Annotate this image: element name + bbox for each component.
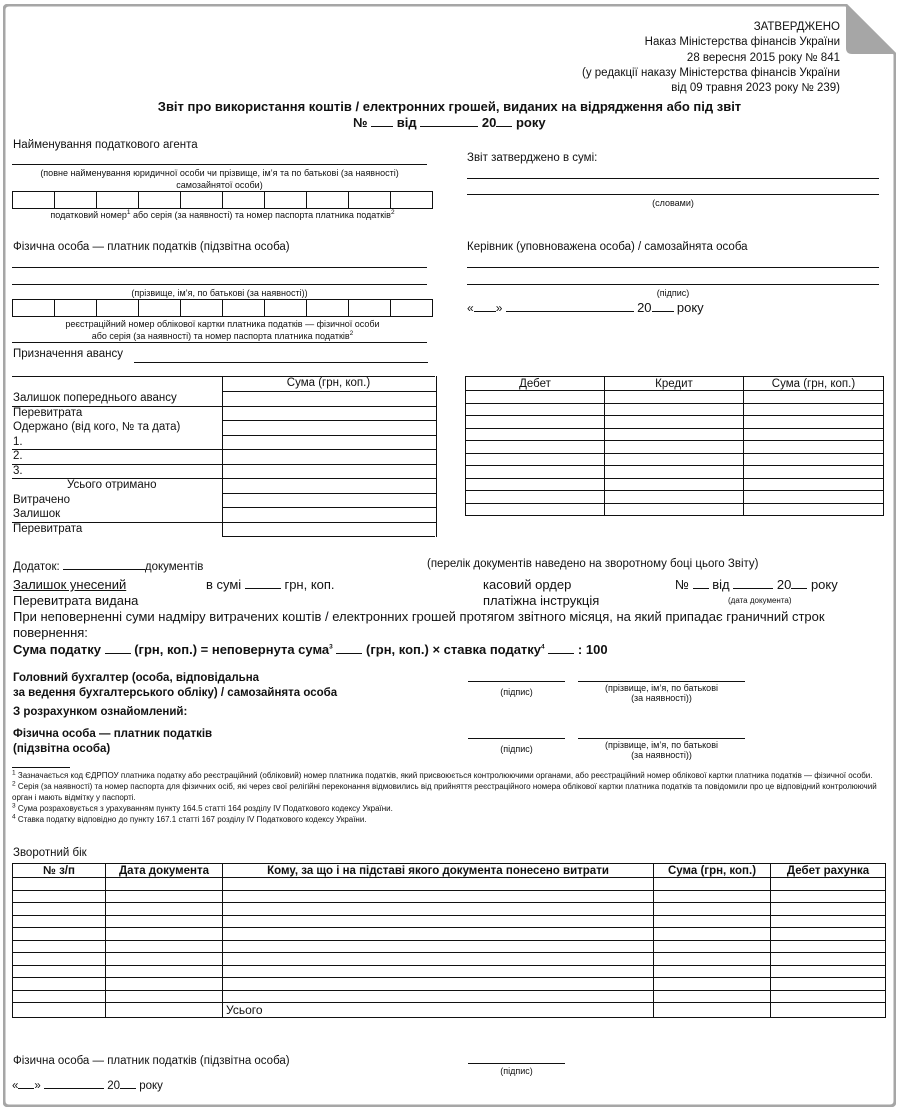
digit-cell[interactable] <box>55 300 97 317</box>
attachment-count-field[interactable] <box>63 558 145 570</box>
individual-name-field-2[interactable] <box>12 284 427 285</box>
debit-cell[interactable] <box>466 391 605 404</box>
credit-cell[interactable] <box>605 466 744 479</box>
advance-purpose-label: Призначення авансу <box>13 348 123 360</box>
col-date-header: Дата документа <box>106 864 223 878</box>
sum-cell[interactable] <box>744 466 884 479</box>
credit-cell[interactable] <box>605 391 744 404</box>
advance-sum-header: Сума (грн, коп.) <box>286 377 371 389</box>
debit-cell[interactable] <box>771 915 886 928</box>
advance-row-label: 3. <box>13 464 23 477</box>
accounting-row <box>466 428 884 441</box>
approved-sum-field-2[interactable] <box>467 194 879 195</box>
sum-cell[interactable] <box>744 428 884 441</box>
individual-signature-label: Фізична особа — платник податків (підзвітна особа) <box>13 728 213 755</box>
credit-header: Кредит <box>605 377 744 391</box>
manager-year-field[interactable] <box>652 300 674 312</box>
footnote-mark: 4 <box>12 813 16 821</box>
row-divider <box>12 464 222 465</box>
accounting-row <box>466 491 884 504</box>
footnote <box>12 781 884 803</box>
reg-number-caption: реєстраційний номер облікової картки платника податків — фізичної особи або серія (за наявності) та номер паспорта платника податків$^2$ <box>65 319 380 341</box>
back-date-line: « » 20 року <box>12 1077 163 1092</box>
doc-number-field[interactable] <box>693 577 709 589</box>
tax-formula: Сума податку (грн, коп.) = неповернута сума$^3$ (грн, коп.) × ставка податку$^4$ : 100 <box>13 642 608 657</box>
manager-month-field[interactable] <box>506 300 634 312</box>
description-cell[interactable] <box>223 940 654 953</box>
sum-header: Сума (грн, коп.) <box>744 377 884 391</box>
footnote <box>12 770 884 781</box>
date-cell[interactable] <box>106 940 223 953</box>
digit-cell[interactable] <box>223 300 265 317</box>
debit-cell[interactable] <box>771 940 886 953</box>
debit-cell[interactable] <box>466 466 605 479</box>
divider <box>12 342 427 343</box>
individual-label: Фізична особа — платник податків (підзвітна особа) <box>13 241 290 253</box>
agent-label: Найменування податкового агента <box>13 139 198 151</box>
description-cell[interactable] <box>223 978 654 991</box>
accounting-row <box>466 453 884 466</box>
debit-cell[interactable] <box>466 453 605 466</box>
doc-number-date-line: № від 20 року <box>675 577 838 592</box>
chief-accountant-name-field[interactable] <box>578 681 745 682</box>
number-cell[interactable] <box>13 928 106 941</box>
report-number-line: № від 20 року <box>353 115 546 130</box>
back-signature-caption: (підпис) <box>500 1066 533 1076</box>
manager-field-1[interactable] <box>467 267 879 268</box>
digit-cell[interactable] <box>349 300 391 317</box>
acquainted-label: З розрахунком ознайомлений: <box>13 706 188 718</box>
credit-cell[interactable] <box>605 428 744 441</box>
debit-header: Дебет <box>466 377 605 391</box>
manager-day-field[interactable] <box>474 300 496 312</box>
payment-instruction-label: платіжна інструкція <box>483 593 600 608</box>
remainder-deposited-label: Залишок унесений <box>13 577 127 592</box>
credit-cell[interactable] <box>605 491 744 504</box>
debit-cell[interactable] <box>771 878 886 891</box>
advance-sum-cell[interactable] <box>222 391 437 407</box>
page-title: Звіт про використання коштів / електронних грошей, виданих на відрядження або під звіт <box>157 99 742 114</box>
sum-cell[interactable] <box>654 990 771 1003</box>
sum-cell[interactable] <box>654 978 771 991</box>
advance-row-label: Залишок попереднього авансу <box>13 392 177 404</box>
description-cell[interactable] <box>223 878 654 891</box>
approved-sum-label: Звіт затверджено в сумі: <box>467 152 598 164</box>
report-number-field[interactable] <box>371 115 393 127</box>
approval-edition: (у редакції наказу Міністерства фінансів України <box>582 66 840 79</box>
col-description-header: Кому, за що і на підставі якого документа понесено витрати <box>223 864 654 878</box>
credit-cell[interactable] <box>605 503 744 516</box>
number-cell[interactable] <box>13 953 106 966</box>
accounting-row <box>466 403 884 416</box>
manager-signature-field[interactable] <box>467 284 879 285</box>
footnote <box>12 803 884 814</box>
footnote-mark: 1 <box>12 769 16 777</box>
expense-row <box>13 953 886 966</box>
expense-row <box>13 940 886 953</box>
in-sum-line: в сумі грн, коп. <box>206 577 335 592</box>
individual-name-field-1[interactable] <box>12 267 427 268</box>
back-individual-label: Фізична особа — платник податків (підзвітна особа) <box>13 1055 290 1067</box>
credit-cell[interactable] <box>605 403 744 416</box>
advance-row-label: Усього отримано <box>67 479 157 491</box>
debit-cell[interactable] <box>466 428 605 441</box>
digit-cell[interactable] <box>349 192 391 209</box>
description-cell[interactable] <box>223 915 654 928</box>
overspend-issued-label: Перевитрата видана <box>13 593 139 608</box>
individual-caption: (прізвище, ім’я, по батькові (за наявності)) <box>131 288 308 298</box>
sum-cell[interactable] <box>744 391 884 404</box>
name-caption: (прізвище, ім’я, по батькові (за наявності)) <box>605 683 718 703</box>
number-cell[interactable] <box>13 940 106 953</box>
digit-cell[interactable] <box>97 192 139 209</box>
expense-row <box>13 878 886 891</box>
accounting-row <box>466 391 884 404</box>
description-cell[interactable] <box>223 903 654 916</box>
digit-cell[interactable] <box>391 192 433 209</box>
sum-cell[interactable] <box>744 403 884 416</box>
advance-row-label: 1. <box>13 435 23 448</box>
manager-signature-caption: (підпис) <box>656 288 690 298</box>
footnote-divider <box>12 767 70 768</box>
tax-sum-field[interactable] <box>105 642 131 654</box>
debit-cell[interactable] <box>466 403 605 416</box>
advance-sum-cell[interactable] <box>222 449 437 465</box>
sum-cell[interactable] <box>654 928 771 941</box>
advance-sum-cell[interactable] <box>222 420 437 436</box>
debit-cell[interactable] <box>771 978 886 991</box>
approval-order: Наказ Міністерства фінансів України <box>644 36 840 49</box>
date-cell[interactable] <box>106 965 223 978</box>
agent-caption: (повне найменування юридичної особи чи прізвище, ім’я та по батькові (за наявності) самозайнятої особи) <box>40 168 399 190</box>
debit-cell[interactable] <box>466 441 605 454</box>
col-sum-header: Сума (грн, коп.) <box>654 864 771 878</box>
footnote-text: Сума розраховується з урахуванням пункту 164.5 статті 164 розділу IV Податкового кодексу України. <box>17 804 393 813</box>
col-debit-header: Дебет рахунка <box>771 864 886 878</box>
back-year-field[interactable] <box>120 1077 136 1089</box>
sum-cell[interactable] <box>654 878 771 891</box>
date-cell[interactable] <box>106 978 223 991</box>
advance-purpose-field[interactable] <box>134 362 428 363</box>
digit-cell[interactable] <box>97 300 139 317</box>
description-cell[interactable] <box>223 890 654 903</box>
number-cell[interactable] <box>13 990 106 1003</box>
advance-row-label: 2. <box>13 450 23 462</box>
attachment-line: Додаток: документів <box>13 558 203 573</box>
deposited-sum-field[interactable] <box>245 577 281 589</box>
sum-cell[interactable] <box>654 903 771 916</box>
accounting-row <box>466 441 884 454</box>
footnote-mark: 3 <box>12 802 16 810</box>
description-cell[interactable] <box>223 965 654 978</box>
description-cell[interactable] <box>223 928 654 941</box>
date-cell[interactable] <box>106 1003 223 1018</box>
credit-cell[interactable] <box>605 416 744 429</box>
manager-date-line: « » 20 року <box>467 300 704 315</box>
accounting-row <box>466 478 884 491</box>
sum-cell[interactable] <box>744 453 884 466</box>
digit-cell[interactable] <box>223 192 265 209</box>
signature-caption: (підпис) <box>500 687 533 697</box>
sum-cell[interactable] <box>654 915 771 928</box>
approval-block <box>582 20 840 96</box>
footnote-mark: 2 <box>12 780 16 788</box>
footnote-text: Зазначається код ЄДРПОУ платника податку або реєстраційний (обліковий) номер платника податків, який присвоюється контролюючими органами, або реєстраційний номер облікової картки платника податків — фізичної особи. <box>17 771 873 780</box>
chief-accountant-label: Головний бухгалтер (особа, відповідальна за ведення бухгалтерського обліку) / самозайнята особа <box>13 672 338 699</box>
advance-sum-cell[interactable] <box>222 493 437 509</box>
accounting-table <box>465 376 884 516</box>
tax-number-cells <box>12 191 433 209</box>
footnote-text: Ставка податку відповідно до пункту 167.1 статті 167 розділу IV Податкового кодексу України. <box>17 815 367 824</box>
expense-row <box>13 915 886 928</box>
debit-cell[interactable] <box>466 503 605 516</box>
advance-sum-cell[interactable] <box>222 435 437 451</box>
digit-cell[interactable] <box>265 192 307 209</box>
debit-cell[interactable] <box>466 416 605 429</box>
digit-cell[interactable] <box>391 300 433 317</box>
sum-cell[interactable] <box>744 416 884 429</box>
credit-cell[interactable] <box>605 441 744 454</box>
expense-row <box>13 990 886 1003</box>
description-cell[interactable] <box>223 990 654 1003</box>
sum-cell[interactable] <box>654 953 771 966</box>
sum-cell[interactable] <box>744 491 884 504</box>
debit-cell[interactable] <box>466 491 605 504</box>
footnote <box>12 814 884 825</box>
credit-cell[interactable] <box>605 478 744 491</box>
name-caption: (прізвище, ім’я, по батькові (за наявності)) <box>605 740 718 760</box>
doc-date-field[interactable] <box>733 577 773 589</box>
date-cell[interactable] <box>106 878 223 891</box>
sum-cell[interactable] <box>654 1003 771 1018</box>
date-cell[interactable] <box>106 953 223 966</box>
back-signature-field[interactable] <box>468 1063 565 1064</box>
words-caption: (словами) <box>652 198 694 208</box>
number-label: № <box>353 115 368 130</box>
report-year-field[interactable] <box>496 115 512 127</box>
expense-table <box>12 863 886 1018</box>
description-cell[interactable] <box>223 953 654 966</box>
expense-row <box>13 903 886 916</box>
accounting-row <box>466 416 884 429</box>
approved-sum-field-1[interactable] <box>467 178 879 179</box>
total-row <box>13 1003 886 1018</box>
number-cell[interactable] <box>13 890 106 903</box>
total-label: Усього <box>223 1003 654 1018</box>
from-label: від <box>396 115 417 130</box>
documents-note: (перелік документів наведено на зворотному боці цього Звіту) <box>427 558 759 570</box>
col-number-header: № з/п <box>13 864 106 878</box>
digit-cell[interactable] <box>265 300 307 317</box>
advance-sum-cell[interactable] <box>222 522 437 538</box>
number-cell[interactable] <box>13 903 106 916</box>
reg-number-cells <box>12 299 433 317</box>
unreturned-sum-field[interactable] <box>336 642 362 654</box>
individual-signature-field[interactable] <box>468 738 565 739</box>
debit-cell[interactable] <box>771 1003 886 1018</box>
approval-title: ЗАТВЕРДЖЕНО <box>753 21 840 33</box>
chief-accountant-signature-field[interactable] <box>468 681 565 682</box>
number-cell[interactable] <box>13 1003 106 1018</box>
doc-date-caption: (дата документа) <box>728 596 792 605</box>
debit-cell[interactable] <box>771 890 886 903</box>
accounting-row <box>466 503 884 516</box>
individual-name-field[interactable] <box>578 738 745 739</box>
date-cell[interactable] <box>106 890 223 903</box>
row-divider <box>12 449 222 450</box>
debit-cell[interactable] <box>771 953 886 966</box>
table-bottom <box>222 536 435 537</box>
sum-cell[interactable] <box>744 441 884 454</box>
digit-cell[interactable] <box>13 192 55 209</box>
date-cell[interactable] <box>106 928 223 941</box>
tax-number-caption: податковий номер$^1$ або серія (за наявності) та номер паспорта платника податків$^2$ <box>50 209 395 220</box>
agent-name-field[interactable] <box>12 164 427 165</box>
footnote-text: Серія (за наявності) та номер паспорта для фізичних осіб, які через свої релігійні переконання відмовились від прийняття реєстраційного номера облікової картки платника податків та повідомили про це відповідний контролюючий орган і мають відмітку у паспорті. <box>12 782 877 802</box>
digit-cell[interactable] <box>307 192 349 209</box>
advance-sum-cell[interactable] <box>222 406 437 422</box>
debit-cell[interactable] <box>771 903 886 916</box>
advance-row-label: Залишок <box>13 508 61 520</box>
digit-cell[interactable] <box>139 192 181 209</box>
expense-row <box>13 978 886 991</box>
number-cell[interactable] <box>13 915 106 928</box>
document-page <box>3 4 896 1107</box>
sum-cell[interactable] <box>744 478 884 491</box>
date-cell[interactable] <box>106 990 223 1003</box>
advance-row-label: Витрачено <box>13 493 71 506</box>
non-return-text: При неповерненні суми надміру витрачених коштів / електронних грошей протягом звітного місяця, на який припадає граничний строк повернення: <box>13 609 825 640</box>
sum-header-cell <box>222 376 437 391</box>
advance-sum-cell[interactable] <box>222 464 437 480</box>
footnotes <box>12 770 884 825</box>
credit-cell[interactable] <box>605 453 744 466</box>
approval-edition-date: від 09 травня 2023 року № 239) <box>671 82 840 95</box>
accounting-row <box>466 466 884 479</box>
advance-sum-cell[interactable] <box>222 507 437 523</box>
digit-cell[interactable] <box>181 300 223 317</box>
digit-cell[interactable] <box>139 300 181 317</box>
debit-cell[interactable] <box>771 928 886 941</box>
signature-caption: (підпис) <box>500 744 533 754</box>
date-cell[interactable] <box>106 915 223 928</box>
expense-row <box>13 965 886 978</box>
digit-cell[interactable] <box>307 300 349 317</box>
advance-row-label: Перевитрата <box>13 522 83 535</box>
sum-cell[interactable] <box>654 965 771 978</box>
back-day-field[interactable] <box>18 1077 34 1089</box>
debit-cell[interactable] <box>771 990 886 1003</box>
digit-cell[interactable] <box>55 192 97 209</box>
back-month-field[interactable] <box>44 1077 104 1089</box>
advance-row-label: Перевитрата <box>13 406 83 419</box>
tax-rate-field[interactable] <box>548 642 574 654</box>
approval-date: 28 вересня 2015 року № 841 <box>686 51 840 64</box>
digit-cell[interactable] <box>181 192 223 209</box>
expense-row <box>13 890 886 903</box>
report-date-field[interactable] <box>420 115 478 127</box>
doc-year-field[interactable] <box>791 577 807 589</box>
digit-cell[interactable] <box>13 300 55 317</box>
advance-sum-cell[interactable] <box>222 478 437 494</box>
expense-row <box>13 928 886 941</box>
advance-row-label: Одержано (від кого, № та дата) <box>13 421 181 433</box>
cash-order-label: касовий ордер <box>483 577 572 592</box>
date-cell[interactable] <box>106 903 223 916</box>
number-cell[interactable] <box>13 965 106 978</box>
sum-cell[interactable] <box>744 503 884 516</box>
manager-label: Керівник (уповноважена особа) / самозайнята особа <box>467 241 748 253</box>
sum-cell[interactable] <box>654 890 771 903</box>
debit-cell[interactable] <box>771 965 886 978</box>
number-cell[interactable] <box>13 978 106 991</box>
back-side-title: Зворотний бік <box>13 847 87 859</box>
sum-cell[interactable] <box>654 940 771 953</box>
number-cell[interactable] <box>13 878 106 891</box>
debit-cell[interactable] <box>466 478 605 491</box>
